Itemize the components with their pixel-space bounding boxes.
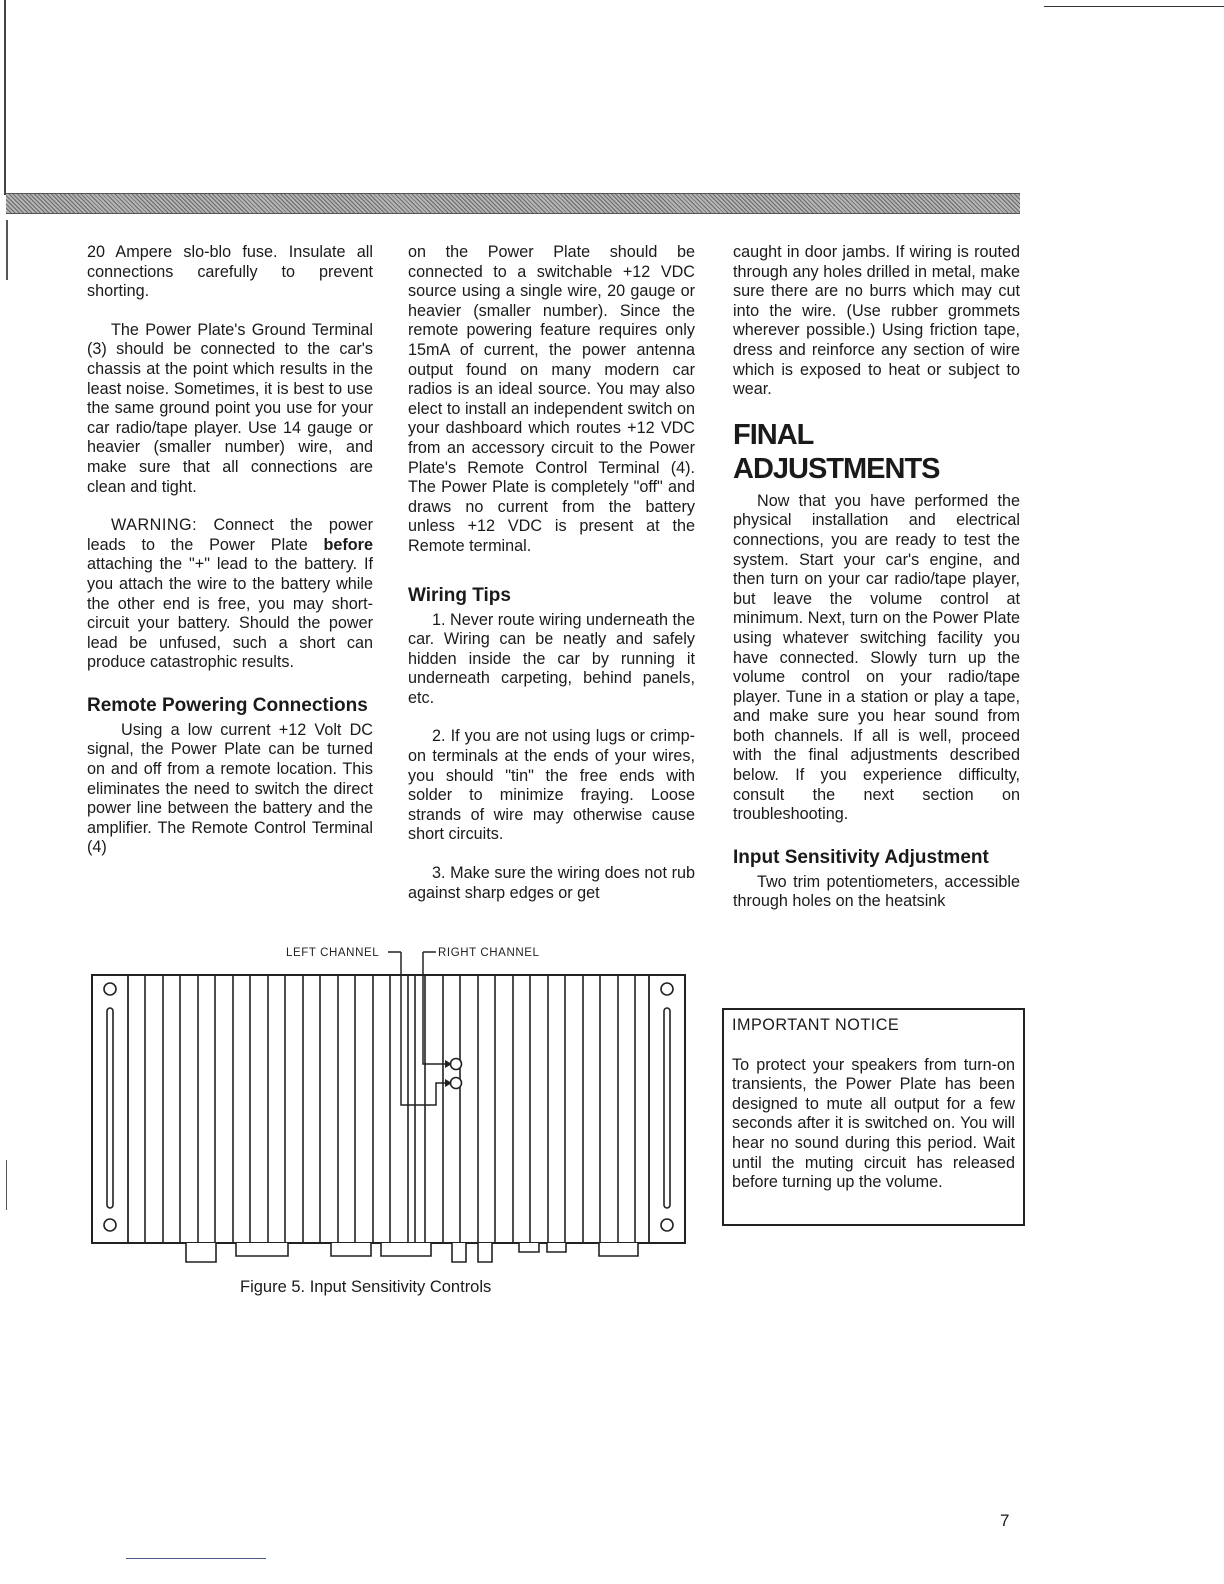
warning-label: WARNING: [111, 516, 198, 535]
bottom-rule [126, 1558, 266, 1559]
left-channel-label: LEFT CHANNEL [286, 947, 380, 959]
heatsink-figure [88, 940, 698, 1275]
column-3 [733, 243, 1020, 912]
paragraph: The Power Plate's Ground Terminal (3) should be connected to the car's chassis at the point which results in the least noise. Sometimes, it is best to use the same ground point you use for your car radio/tape player. Use 14 gauge or heavier (smaller number) wire, and make sure that all connections are clean and tight. [87, 320, 373, 496]
important-notice-box [722, 1008, 1025, 1226]
page-number: 7 [1000, 1511, 1010, 1530]
tip-item: 3. Make sure the wiring does not rub against sharp edges or get [408, 864, 695, 902]
scan-edge [6, 1160, 7, 1210]
heatsink-outline [92, 975, 685, 1243]
paragraph: caught in door jambs. If wiring is routed through any holes drilled in metal, make sure there are no burrs which may cut into the wire. (Use rubber grommets wherever possible.) Using friction tape, dress and reinforce any section of wire which is exposed to heat or subject to wear. [733, 243, 1020, 399]
header-band [6, 193, 1020, 214]
column-1 [87, 243, 373, 858]
scan-edge [6, 220, 8, 280]
column-2 [408, 243, 695, 903]
emphasis: before [323, 535, 373, 554]
notice-title: IMPORTANT NOTICE [732, 1016, 900, 1034]
paragraph: on the Power Plate should be connected to a switchable +12 VDC source using a single wire, 20 gauge or heavier (smaller number). Since the remote powering feature requires only 15mA of current, the power antenna output found on many modern car radios is an ideal source. You may also elect to install an independent switch on your dashboard which routes +12 VDC from an accessory circuit to the Power Plate's Remote Control Terminal (4). The Power Plate is completely "off" and draws no current from the battery unless +12 VDC is present at the Remote terminal. [408, 243, 695, 555]
terminal-blocks [186, 1243, 638, 1262]
paragraph: 20 Ampere slo-blo fuse. Insulate all connections carefully to prevent shorting. [87, 243, 373, 301]
right-channel-label: RIGHT CHANNEL [438, 947, 540, 959]
paragraph: Two trim potentiometers, accessible through holes on the heatsink [733, 872, 1020, 911]
notice-body: To protect your speakers from turn-on transients, the Power Plate has been designed to mute all output for a few seconds after it is switched on. You will hear no sound during this period. Wait until the muting circuit has released before turning up the volume. [732, 1055, 1015, 1192]
top-rule [1044, 6, 1224, 7]
paragraph: Using a low current +12 Volt DC signal, the Power Plate can be turned on and off from a remote location. This eliminates the need to switch the direct power line between the battery and the amplifier. The Remote Control Terminal (4) [87, 720, 373, 857]
warning-paragraph: WARNING: Connect the power leads to the Power Plate before attaching the "+" lead to the battery. If you attach the wire to the battery while the other end is free, you may short-circuit your battery. Should the power lead be unfused, such a short can produce catastrophic results. [87, 516, 373, 672]
section-heading: Wiring Tips [408, 584, 511, 606]
section-heading: Remote Powering Connections [87, 694, 368, 716]
page-section-title: FINAL ADJUSTMENTS [733, 418, 940, 485]
section-heading: Input Sensitivity Adjustment [733, 846, 989, 868]
scan-edge [4, 0, 6, 195]
figure-caption: Figure 5. Input Sensitivity Controls [240, 1278, 492, 1296]
left-trim-pot [451, 1059, 462, 1070]
heatsink-diagram [88, 940, 698, 1270]
right-trim-pot [451, 1078, 462, 1089]
tip-item: 2. If you are not using lugs or crimp-on terminals at the ends of your wires, you should "tin" the free ends with solder to minimize fraying. Loose strands of wire may otherwise cause short circuits. [408, 727, 695, 844]
tip-item: 1. Never route wiring underneath the car. Wiring can be neatly and safely hidden inside the car by running it underneath carpeting, behind panels, etc. [408, 610, 695, 707]
paragraph: Now that you have performed the physical installation and electrical connections, you are ready to test the system. Start your car's engine, and then turn on your car radio/tape player, but leave the volume control at minimum. Next, turn on the Power Plate using whatever switching facility you have connected. Slowly turn up the volume control on your radio/tape player. Tune in a station or play a tape, and make sure you hear sound from both channels. If all is well, proceed with the final adjustments described below. If you experience difficulty, consult the next section on troubleshooting. [733, 491, 1020, 824]
